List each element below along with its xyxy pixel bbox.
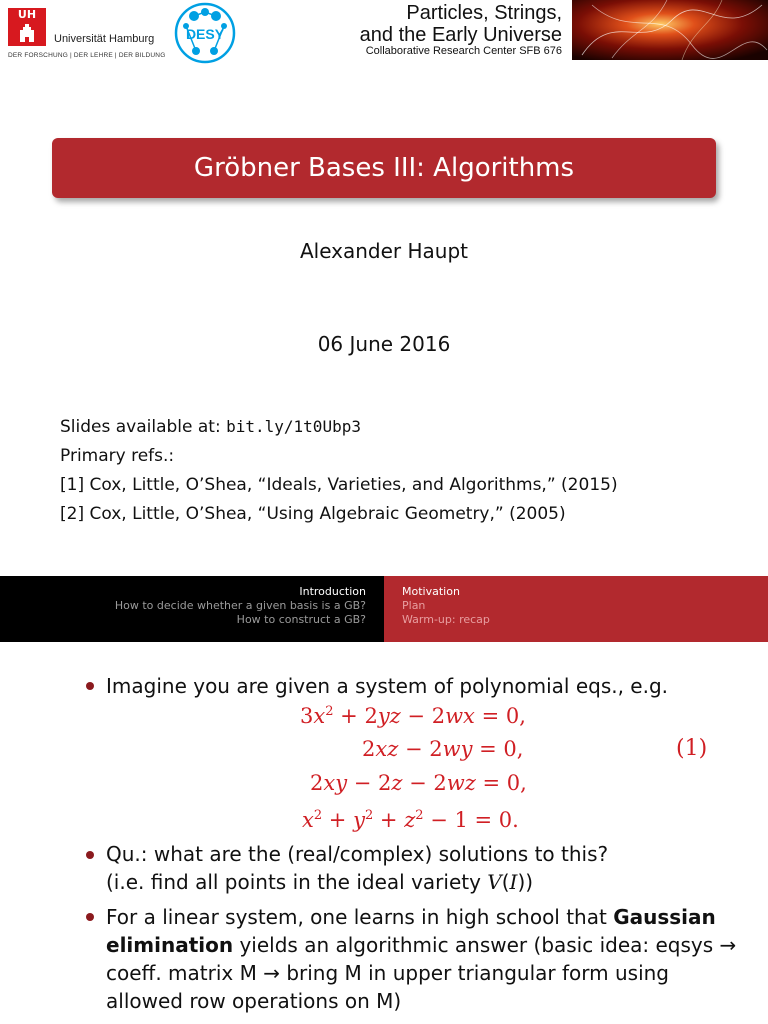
bullet-3-line-3: coeff. matrix M → bring M in upper triangular form using bbox=[106, 961, 669, 985]
slides-url[interactable]: bit.ly/1t0Ubp3 bbox=[226, 417, 361, 436]
equation-3: 2xy − 2z − 2wz = 0, bbox=[310, 771, 527, 795]
references bbox=[60, 412, 618, 529]
nav-subsection-motivation[interactable]: Motivation bbox=[402, 585, 460, 598]
bullet-2-line-2-prefix: (i.e. find all points in the ideal variety bbox=[106, 870, 488, 894]
refs-label: Primary refs.: bbox=[60, 446, 175, 466]
nav-subsection-warmup[interactable]: Warm-up: recap bbox=[402, 613, 490, 626]
bullet-2-line-2: (i.e. find all points in the ideal variety V(I)) bbox=[106, 870, 534, 894]
slides-prefix: Slides available at: bbox=[60, 417, 227, 437]
sfb-cosmic-image bbox=[572, 0, 768, 60]
slides-link-line bbox=[60, 412, 618, 442]
bullet-2 bbox=[106, 840, 608, 896]
bullet-2-line-2-suffix: ) bbox=[525, 870, 534, 894]
bullet-3-line-1 bbox=[106, 903, 736, 931]
bullet-3-bold-gaussian: Gaussian bbox=[613, 905, 716, 929]
bullet-icon bbox=[86, 682, 94, 690]
bullet-3-line-1-text: For a linear system, one learns in high school that bbox=[106, 905, 614, 929]
equation-2: 2xz − 2wy = 0, bbox=[362, 737, 524, 761]
bullet-3-bold-elimination: elimination bbox=[106, 933, 234, 957]
bullet-icon bbox=[86, 851, 94, 859]
nav-section-construct-gb[interactable]: How to construct a GB? bbox=[236, 613, 366, 626]
sfb-title bbox=[330, 2, 562, 46]
title-banner: Gröbner Bases III: Algorithms bbox=[52, 138, 716, 198]
desy-logo bbox=[174, 2, 236, 64]
ref-1: [1] Cox, Little, O’Shea, “Ideals, Varieties, and Algorithms,” (2015) bbox=[60, 475, 618, 495]
bullet-icon bbox=[86, 913, 94, 921]
subsection-navigation bbox=[384, 576, 768, 642]
bullet-3 bbox=[106, 903, 736, 1015]
ref-2: [2] Cox, Little, O’Shea, “Using Algebraic Geometry,” (2005) bbox=[60, 504, 566, 524]
date: 06 June 2016 bbox=[317, 332, 451, 356]
equation-4: $x^2 + y^2 + z^2 - 1 = 0$. bbox=[302, 808, 519, 832]
uhh-tagline: DER FORSCHUNG | DER LEHRE | DER BILDUNG bbox=[8, 52, 166, 59]
nav-subsection-plan[interactable]: Plan bbox=[402, 599, 426, 612]
author: Alexander Haupt bbox=[299, 239, 469, 263]
equation-number: (1) bbox=[676, 736, 708, 761]
bullet-2-line-1: Qu.: what are the (real/complex) solutions to this? bbox=[106, 842, 609, 866]
bullet-1: Imagine you are given a system of polynomial eqs., e.g. bbox=[106, 674, 669, 698]
uhh-logo-text: UH bbox=[17, 8, 37, 21]
desy-text: DESY bbox=[185, 26, 225, 42]
sfb-title-line1: Particles, Strings, bbox=[406, 2, 562, 24]
uhh-logo bbox=[8, 8, 46, 46]
uhh-name: Universität Hamburg bbox=[54, 33, 155, 45]
bullet-3-line-2 bbox=[106, 931, 736, 959]
sfb-subtitle: Collaborative Research Center SFB 676 bbox=[365, 45, 562, 57]
section-navigation bbox=[0, 576, 384, 642]
bullet-3-line-2-text: yields an algorithmic answer (basic idea: eqsys → bbox=[233, 933, 737, 957]
nav-section-decide-gb[interactable]: How to decide whether a given basis is a GB? bbox=[114, 599, 366, 612]
sfb-title-line2: and the Early Universe bbox=[359, 24, 562, 46]
castle-icon bbox=[19, 24, 35, 42]
bullet-3-line-4: allowed row operations on M) bbox=[106, 989, 402, 1013]
nav-section-introduction[interactable]: Introduction bbox=[299, 585, 366, 598]
equation-1: $3x^2 + 2yz - 2wx = 0$, bbox=[300, 704, 526, 728]
